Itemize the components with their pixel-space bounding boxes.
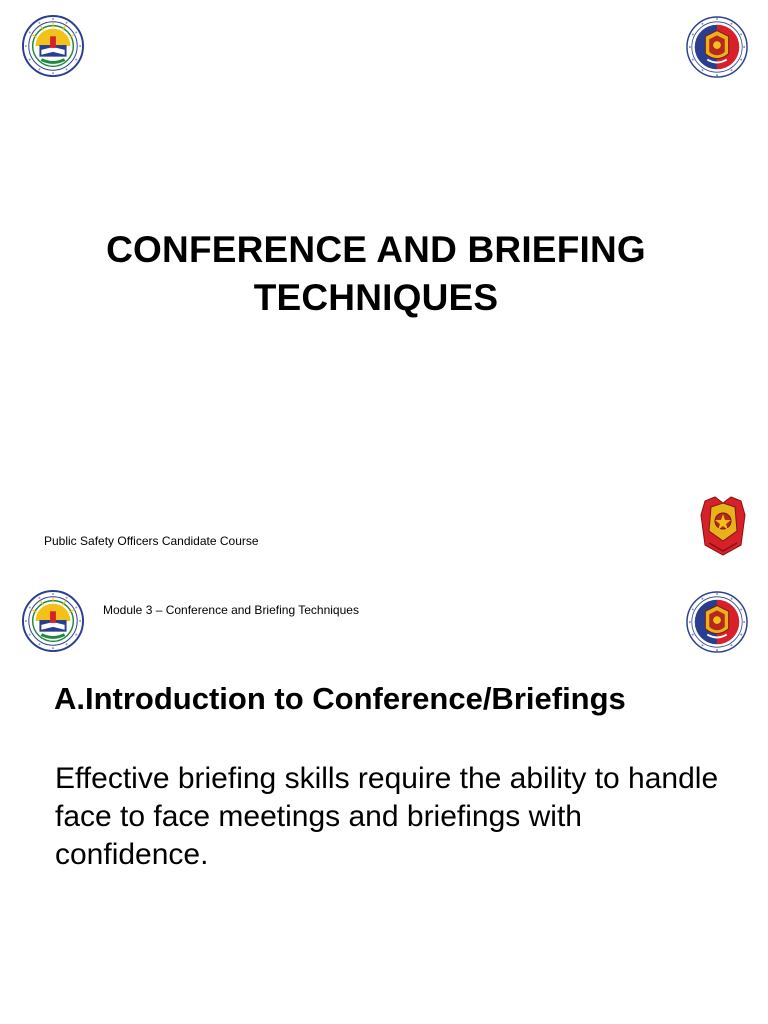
module-header: Module 3 – Conference and Briefing Techniques bbox=[103, 603, 359, 617]
pnp-training-institute-seal-icon bbox=[686, 590, 748, 654]
section-heading: A.Introduction to Conference/Briefings bbox=[54, 681, 626, 716]
content-slide bbox=[0, 576, 768, 1024]
course-footer: Public Safety Officers Candidate Course bbox=[44, 534, 259, 548]
slide-title-line-2: TECHNIQUES bbox=[253, 277, 499, 318]
body-paragraph: Effective briefing skills require the ability to handle face to face meetings and briefings with confidence. bbox=[55, 762, 719, 871]
slide-title-line-1: CONFERENCE AND BRIEFING bbox=[106, 229, 646, 270]
slide-title bbox=[0, 226, 752, 322]
academy-seal-icon bbox=[22, 590, 84, 652]
pnp-badge-icon bbox=[699, 495, 747, 557]
academy-seal-icon bbox=[22, 15, 84, 77]
pnp-training-institute-seal-icon bbox=[686, 15, 748, 79]
